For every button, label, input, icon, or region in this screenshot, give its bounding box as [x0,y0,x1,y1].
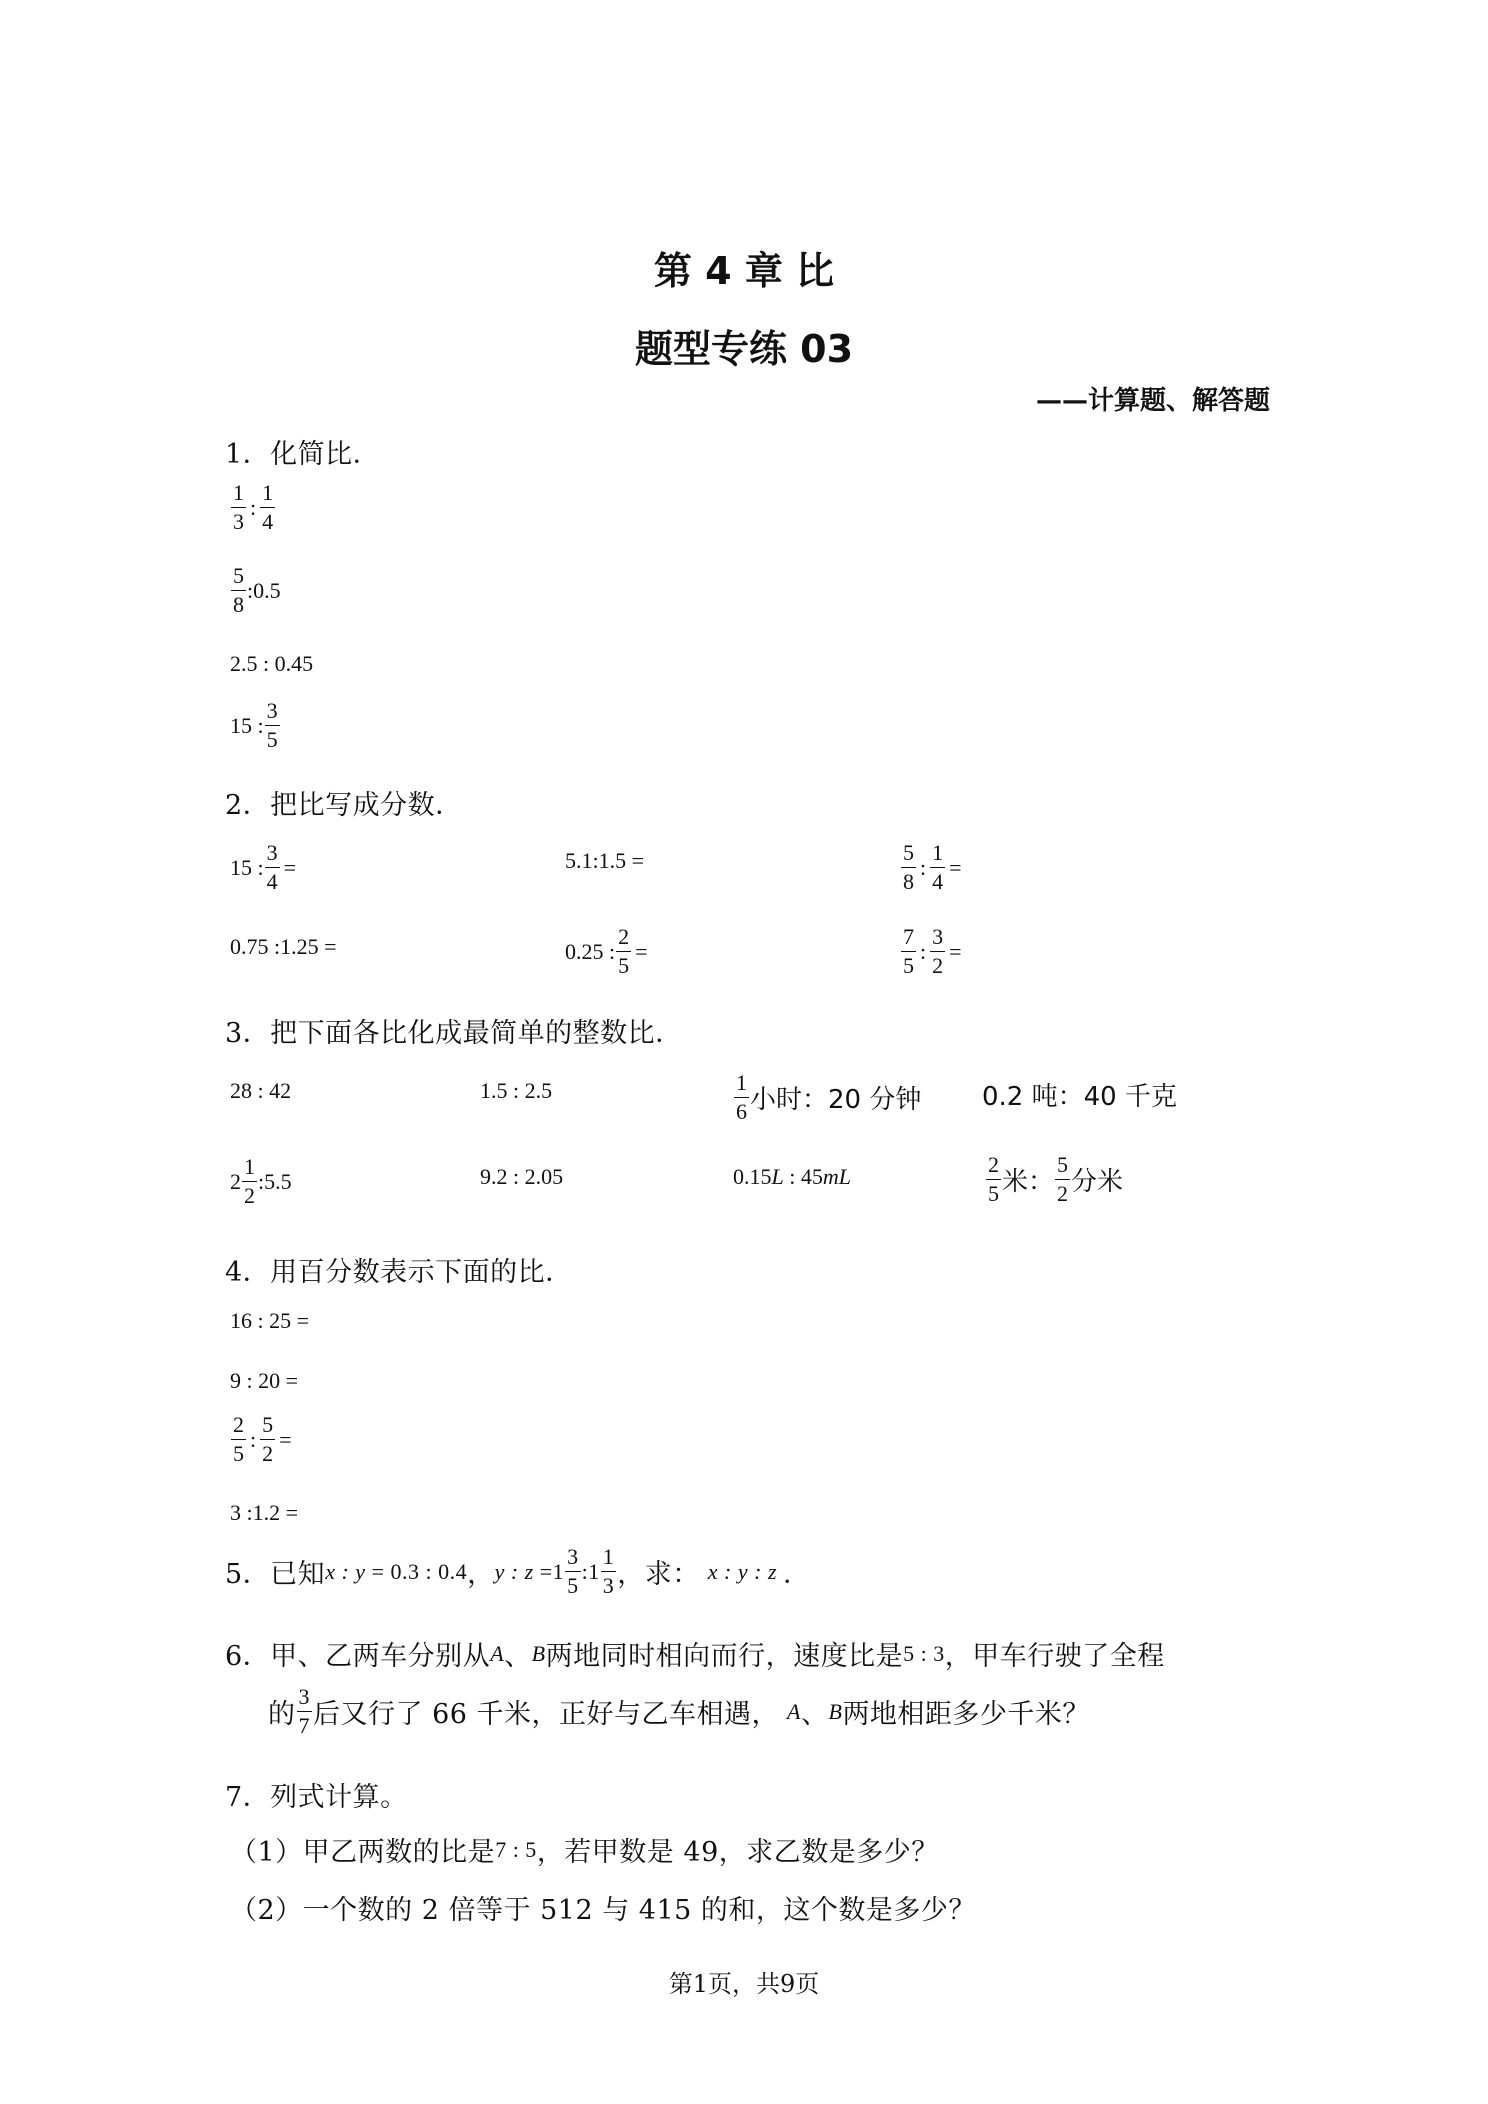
fraction: $\frac{1}{4}$ [932,840,944,894]
fraction: $\frac{5}{2}$ [262,1412,274,1466]
worksheet-tagline: ——计算题、解答题 [1035,386,1270,416]
q1-item-3: 2.5 : 0.45 [230,651,314,676]
q6-line-1: 6．甲、乙两车分别从 A 、 B 两地同时相向而行，速度比是 5 : 3 ，甲车行驶了全程 [225,1640,1165,1672]
fraction: $\frac{3}{2}$ [932,924,944,978]
chapter-title: 第 4 章 比 [653,249,835,293]
q3-item-7: 0.15 L : 45 mL [733,1164,851,1189]
fraction: $\frac{3}{4}$ [266,840,278,894]
q3-item-1: 28 : 42 [230,1078,292,1103]
fraction: $\frac{5}{8}$ [233,563,244,617]
q1-title: 1．化简比． [225,439,381,470]
fraction: $\frac{3}{5}$ [266,698,278,752]
fraction: $\frac{1}{2}$ [244,1154,255,1208]
q4-item-3: $\frac{2}{5}$ : $\frac{5}{2}$ = [233,1412,292,1466]
q1-item-4: 15 : $\frac{3}{5}$ [230,698,278,752]
worksheet-subtitle: 题型专练 03 [634,327,854,371]
q3-title: 3．把下面各比化成最简单的整数比． [225,1018,683,1049]
q2-item-3: $\frac{5}{8}$ : $\frac{1}{4}$ = [903,840,962,894]
q3-item-3: $\frac{1}{6}$ 小时：20 分钟 [736,1070,922,1124]
fraction: $\frac{7}{5}$ [903,924,914,978]
q1-item-2: $\frac{5}{8}$ :0.5 [233,563,281,617]
q5-question: 5．已知 x : y = 0.3 : 0.4 ， y : z =1 $\frac{3}{5}$ :1 $\frac{1}{3}$ ，求： x : y : z ． [225,1544,811,1598]
fraction: $\frac{3}{5}$ [567,1544,579,1598]
q1-item-1: $\frac{1}{3}$ : $\frac{1}{4}$ [233,480,274,534]
q2-title: 2．把比写成分数． [225,790,463,821]
q3-item-8: $\frac{2}{5}$ 米： $\frac{5}{2}$ 分米 [988,1152,1124,1206]
fraction: $\frac{1}{4}$ [262,480,274,534]
q4-item-1: 16 : 25 = [230,1308,310,1333]
q2-item-1: 15 : $\frac{3}{4}$ = [230,840,297,894]
q3-item-4: 0.2 吨：40 千克 [982,1082,1177,1112]
fraction: $\frac{1}{3}$ [602,1544,615,1598]
fraction: $\frac{5}{8}$ [903,840,914,894]
fraction: $\frac{5}{2}$ [1057,1152,1069,1206]
page-number: 第1页，共9页 [668,1970,820,1998]
q7-part-1: （1）甲乙两数的比是 7 : 5 ，若甲数是 49，求乙数是多少？ [230,1836,939,1868]
q4-item-2: 9 : 20 = [230,1368,299,1393]
q2-item-6: $\frac{7}{5}$ : $\frac{3}{2}$ = [903,924,962,978]
fraction: $\frac{3}{7}$ [298,1684,310,1738]
fraction: $\frac{2}{5}$ [233,1412,244,1466]
q4-item-4: 3 :1.2 = [230,1500,299,1525]
fraction: $\frac{1}{6}$ [736,1070,747,1124]
fraction: $\frac{2}{5}$ [618,924,630,978]
q3-item-6: 9.2 : 2.05 [480,1164,564,1189]
q2-item-4: 0.75 :1.25 = [230,934,337,959]
fraction: $\frac{1}{3}$ [233,480,244,534]
q4-title: 4．用百分数表示下面的比． [225,1257,573,1288]
fraction: $\frac{2}{5}$ [988,1152,999,1206]
q6-line-2: 的 $\frac{3}{7}$ 后又行了 66 千米，正好与乙车相遇， A 、 B 两地相距多少千米？ [268,1684,1090,1738]
q2-item-5: 0.25 : $\frac{2}{5}$ = [565,924,648,978]
q3-item-2: 1.5 : 2.5 [480,1078,553,1103]
q2-item-2: 5.1:1.5 = [565,848,645,873]
q7-title: 7．列式计算。 [225,1782,408,1813]
q7-part-2: （2）一个数的 2 倍等于 512 与 415 的和，这个数是多少？ [230,1895,976,1926]
q3-item-5: 2 $\frac{1}{2}$ :5.5 [230,1154,292,1208]
